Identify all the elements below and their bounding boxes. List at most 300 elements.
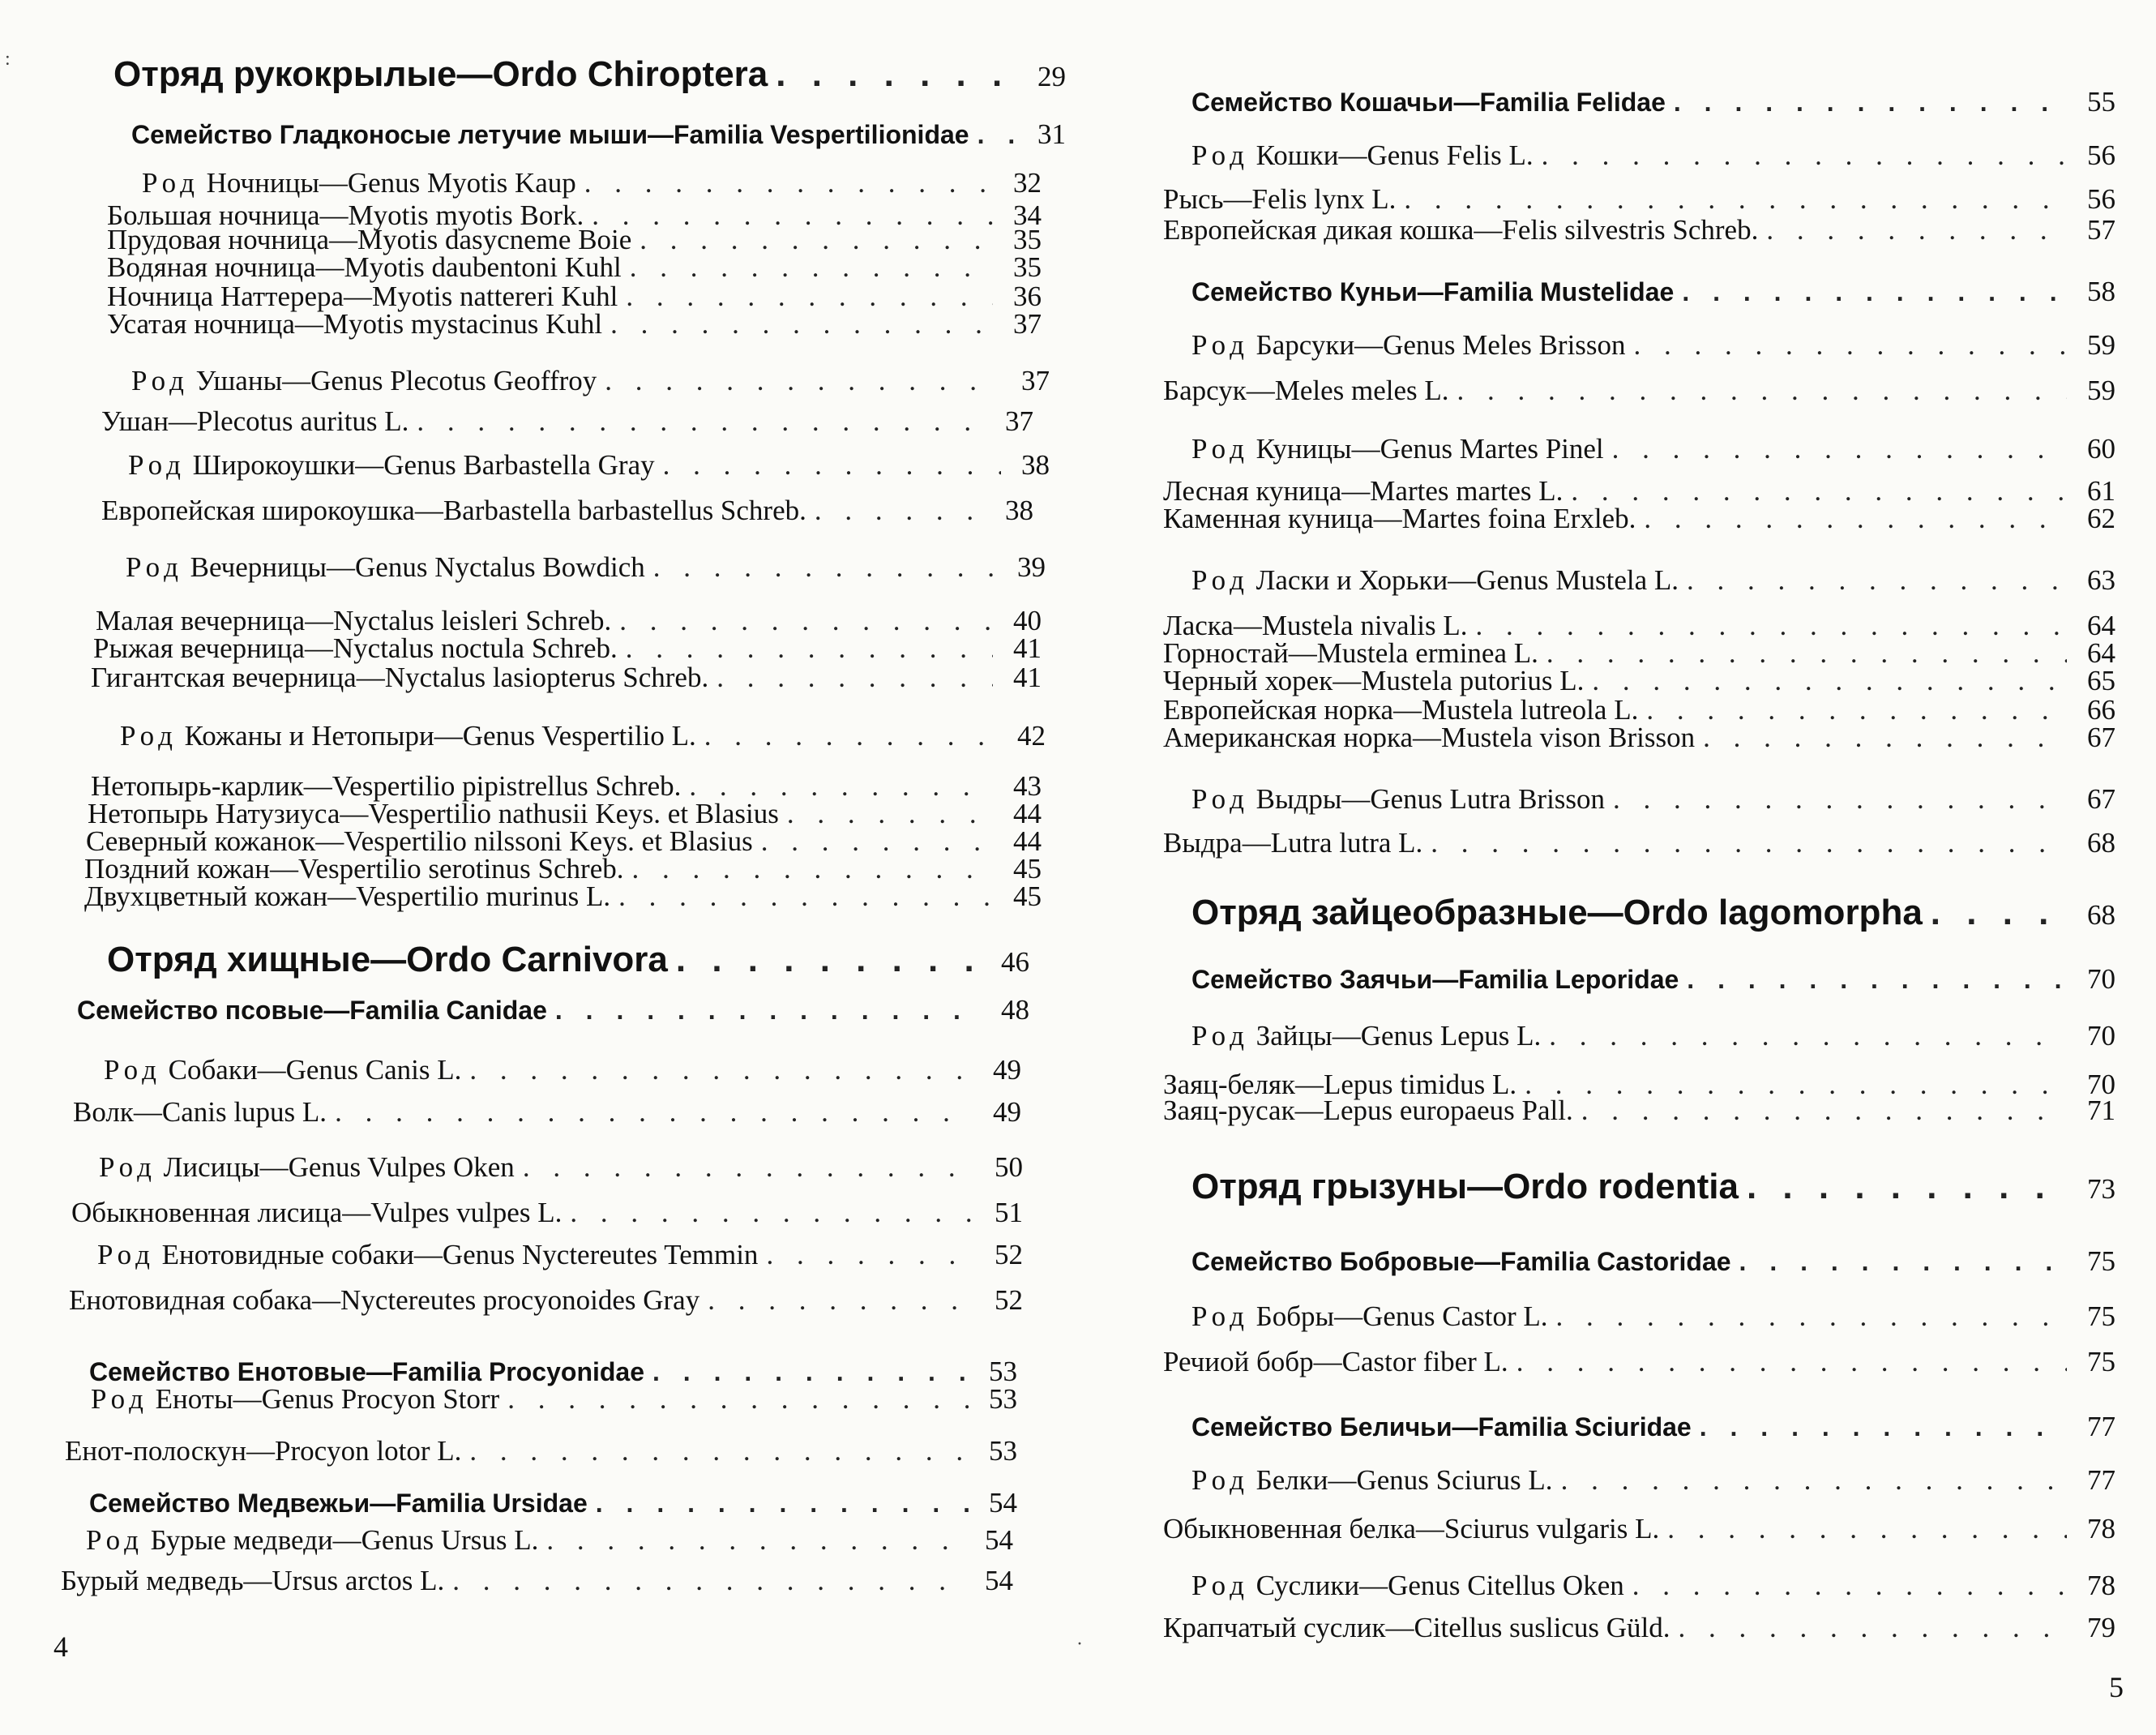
entry-title xyxy=(131,118,969,151)
entry-title xyxy=(1163,1513,1659,1545)
entry-page-number: 65 xyxy=(2087,665,2115,696)
entry-page-number: 48 xyxy=(1001,994,1029,1026)
toc-entry-species[interactable] xyxy=(107,251,1042,284)
dot-leader xyxy=(663,449,1001,482)
dot-leader xyxy=(1549,1020,2067,1052)
entry-page-number: 59 xyxy=(2087,329,2115,361)
toc-entry-genus[interactable] xyxy=(91,1383,1017,1416)
genus-prefix: Род xyxy=(1191,1020,1249,1052)
dot-leader xyxy=(417,405,985,438)
dot-leader xyxy=(610,308,993,341)
toc-entry-family[interactable] xyxy=(1191,276,2115,308)
entry-text: Ушан—Plecotus auritus L. xyxy=(101,405,409,437)
entry-page-number: 35 xyxy=(1013,251,1042,283)
entry-title xyxy=(101,405,409,438)
entry-page-number: 73 xyxy=(2087,1173,2115,1205)
entry-page-number: 78 xyxy=(2087,1513,2115,1544)
entry-text: Малая вечерница—Nyctalus leisleri Schreb. xyxy=(96,605,612,636)
entry-page-number: 53 xyxy=(989,1435,1017,1467)
entry-page-number: 56 xyxy=(2087,139,2115,171)
entry-text: Северный кожанок—Vespertilio nilssoni Keys. et Blasius xyxy=(86,825,753,857)
entry-page-number: 56 xyxy=(2087,183,2115,215)
toc-entry-family[interactable] xyxy=(1191,1245,2115,1278)
entry-page-number: 46 xyxy=(1001,946,1029,978)
entry-text: Семейство Заячьи—Familia Leporidae xyxy=(1191,965,1679,994)
entry-text: Черный хорек—Mustela putorius L. xyxy=(1163,665,1585,696)
dot-leader xyxy=(1678,1612,2067,1644)
entry-text: Лисицы—Genus Vulpes Oken xyxy=(163,1151,515,1183)
entry-text: Выдры—Genus Lutra Brisson xyxy=(1256,783,1606,815)
entry-text: Семейство Енотовые—Familia Procyonidae xyxy=(89,1357,645,1386)
entry-title xyxy=(101,495,806,527)
toc-entry-genus[interactable] xyxy=(142,167,1042,199)
entry-title xyxy=(91,662,708,694)
entry-title xyxy=(97,1239,758,1271)
entry-text: Семейство Кошачьи—Familia Felidae xyxy=(1191,88,1666,117)
toc-entry-genus[interactable] xyxy=(131,365,1050,397)
entry-page-number: 34 xyxy=(1013,199,1042,231)
entry-title xyxy=(1163,503,1636,535)
genus-prefix: Род xyxy=(91,1383,148,1415)
entry-text: Крапчатый суслик—Citellus suslicus Güld. xyxy=(1163,1612,1670,1643)
toc-entry-genus[interactable] xyxy=(1191,139,2115,172)
genus-prefix: Род xyxy=(104,1054,161,1086)
toc-entry-family[interactable] xyxy=(1191,86,2115,118)
entry-page-number: 36 xyxy=(1013,281,1042,312)
entry-title xyxy=(104,1054,461,1086)
entry-text: Европейская дикая кошка—Felis silvestris Schreb. xyxy=(1163,214,1759,246)
genus-prefix: Род xyxy=(1191,329,1249,361)
entry-page-number: 71 xyxy=(2087,1095,2115,1126)
entry-title xyxy=(1191,1411,1692,1443)
toc-entry-species[interactable] xyxy=(1163,827,2115,859)
dot-leader xyxy=(1687,564,2067,597)
entry-page-number: 75 xyxy=(2087,1300,2115,1332)
dot-leader xyxy=(335,1096,973,1129)
entry-page-number: 64 xyxy=(2087,610,2115,641)
entry-page-number: 75 xyxy=(2087,1245,2115,1277)
entry-text: Речиой бобр—Castor fiber L. xyxy=(1163,1346,1508,1377)
entry-page-number: 49 xyxy=(993,1054,1021,1086)
entry-title xyxy=(128,449,655,482)
genus-prefix: Род xyxy=(97,1239,155,1270)
toc-entry-family[interactable] xyxy=(1191,963,2115,996)
entry-page-number: 52 xyxy=(995,1239,1023,1270)
toc-entry-species[interactable] xyxy=(1163,214,2115,246)
entry-text: Кожаны и Нетопыри—Genus Vespertilio L. xyxy=(184,720,696,752)
entry-text: Вечерницы—Genus Nyctalus Bowdich xyxy=(190,551,645,583)
entry-page-number: 44 xyxy=(1013,798,1042,829)
toc-entry-species[interactable] xyxy=(1163,183,2115,216)
toc-entry-genus[interactable] xyxy=(1191,329,2115,362)
genus-prefix: Род xyxy=(142,167,199,199)
entry-title xyxy=(1191,963,1679,996)
toc-entry-species[interactable] xyxy=(91,662,1042,694)
entry-title xyxy=(1191,329,1626,362)
toc-entry-genus[interactable] xyxy=(126,551,1046,584)
entry-page-number: 32 xyxy=(1013,167,1042,199)
entry-text: Заяц-русак—Lepus europaeus Pall. xyxy=(1163,1095,1573,1126)
entry-title xyxy=(69,1284,699,1317)
entry-page-number: 68 xyxy=(2087,827,2115,859)
entry-text: Рыжая вечерница—Nyctalus noctula Schreb. xyxy=(93,632,618,664)
entry-title xyxy=(1191,276,1674,308)
toc-entry-order[interactable] xyxy=(113,54,1066,98)
dot-leader xyxy=(1431,827,2067,859)
dot-leader xyxy=(630,251,993,284)
dot-leader xyxy=(596,1487,969,1519)
right-page xyxy=(1078,0,2156,1735)
entry-text: Барсуки—Genus Meles Brisson xyxy=(1256,329,1626,361)
dot-leader xyxy=(776,54,1017,96)
entry-page-number: 77 xyxy=(2087,1411,2115,1442)
dot-leader xyxy=(618,880,993,913)
genus-prefix: Род xyxy=(86,1524,143,1556)
toc-entry-genus[interactable] xyxy=(86,1524,1013,1557)
toc-entry-species[interactable] xyxy=(101,495,1033,527)
dot-leader xyxy=(1632,1570,2067,1602)
entry-page-number: 57 xyxy=(2087,214,2115,246)
entry-page-number: 43 xyxy=(1013,770,1042,802)
entry-page-number: 51 xyxy=(995,1197,1023,1228)
dot-leader xyxy=(1682,276,2067,308)
entry-text: Водяная ночница—Myotis daubentoni Kuhl xyxy=(107,251,622,283)
entry-page-number: 42 xyxy=(1017,720,1046,752)
toc-entry-species[interactable] xyxy=(84,880,1042,913)
entry-page-number: 53 xyxy=(989,1356,1017,1387)
dot-leader xyxy=(452,1565,965,1597)
toc-entry-order[interactable] xyxy=(1191,892,2115,936)
entry-text: Бурый медведь—Ursus arctos L. xyxy=(61,1565,445,1596)
entry-text: Енотовидные собаки—Genus Nyctereutes Temmin xyxy=(161,1239,759,1270)
dot-leader xyxy=(1556,1300,2067,1333)
toc-entry-species[interactable] xyxy=(61,1565,1013,1597)
entry-title xyxy=(1163,827,1422,859)
dot-leader xyxy=(1931,892,2067,934)
page-number-left: 4 xyxy=(53,1630,68,1663)
toc-entry-species[interactable] xyxy=(73,1096,1021,1129)
entry-title xyxy=(99,1151,515,1184)
scan-speck: : xyxy=(5,49,11,70)
dot-leader xyxy=(1561,1464,2067,1497)
entry-text: Отряд грызуны—Ordo rodentia xyxy=(1191,1167,1739,1206)
entry-page-number: 54 xyxy=(985,1565,1013,1596)
entry-page-number: 29 xyxy=(1037,61,1066,92)
entry-title xyxy=(107,308,602,341)
entry-text: Ласки и Хорьки—Genus Mustela L. xyxy=(1256,564,1679,596)
entry-page-number: 45 xyxy=(1013,853,1042,885)
scan-speck: · xyxy=(1076,1634,1083,1655)
toc-entry-genus[interactable] xyxy=(1191,564,2115,597)
toc-entry-family[interactable] xyxy=(1191,1411,2115,1443)
dot-leader xyxy=(469,1435,969,1467)
entry-text: Семейство Медвежьи—Familia Ursidae xyxy=(89,1489,588,1518)
entry-text: Семейство Беличьи—Familia Sciuridae xyxy=(1191,1412,1692,1442)
entry-text: Волк—Canis lupus L. xyxy=(73,1096,327,1128)
entry-page-number: 70 xyxy=(2087,1069,2115,1100)
entry-text: Ушаны—Genus Plecotus Geoffroy xyxy=(195,365,597,396)
entry-title xyxy=(1191,1245,1731,1278)
dot-leader xyxy=(704,720,997,752)
dot-leader xyxy=(1667,1513,2067,1545)
toc-entry-genus[interactable] xyxy=(1191,1570,2115,1602)
entry-page-number: 70 xyxy=(2087,1020,2115,1052)
entry-title xyxy=(86,1524,538,1557)
toc-entry-genus[interactable] xyxy=(128,449,1050,482)
entry-page-number: 54 xyxy=(985,1524,1013,1556)
toc-entry-genus[interactable] xyxy=(1191,1464,2115,1497)
entry-text: Ласка—Mustela nivalis L. xyxy=(1163,610,1468,641)
entry-text: Широкоушки—Genus Barbastella Gray xyxy=(192,449,655,481)
entry-text: Европейская норка—Mustela lutreola L. xyxy=(1163,694,1639,726)
dot-leader xyxy=(653,551,997,584)
entry-page-number: 63 xyxy=(2087,564,2115,596)
toc-entry-family[interactable] xyxy=(131,118,1066,151)
entry-text: Семейство Гладконосые летучие мыши—Familia Vespertilionidae xyxy=(131,120,969,149)
dot-leader xyxy=(676,939,981,981)
dot-leader xyxy=(570,1197,974,1229)
entry-text: Прудовая ночница—Myotis dasycneme Boie xyxy=(107,224,632,255)
toc-entry-family[interactable] xyxy=(89,1487,1017,1519)
toc-entry-species[interactable] xyxy=(101,405,1033,438)
toc-entry-genus[interactable] xyxy=(1191,1020,2115,1052)
genus-prefix: Род xyxy=(1191,1464,1249,1496)
toc-entry-species[interactable] xyxy=(69,1284,1023,1317)
entry-page-number: 53 xyxy=(989,1383,1017,1415)
entry-text: Барсук—Meles meles L. xyxy=(1163,375,1449,406)
entry-title xyxy=(1191,86,1666,118)
entry-text: Обыкновенная лисица—Vulpes vulpes L. xyxy=(71,1197,563,1228)
toc-entry-species[interactable] xyxy=(65,1435,1017,1467)
entry-title xyxy=(1191,1300,1548,1333)
entry-text: Горностай—Mustela erminea L. xyxy=(1163,637,1538,669)
entry-text: Двухцветный кожан—Vespertilio murinus L. xyxy=(84,880,611,912)
entry-text: Американская норка—Mustela vison Brisson xyxy=(1163,722,1696,753)
entry-title xyxy=(1191,564,1679,597)
entry-page-number: 67 xyxy=(2087,783,2115,815)
entry-page-number: 62 xyxy=(2087,503,2115,534)
entry-title xyxy=(131,365,597,397)
toc-entry-species[interactable] xyxy=(71,1197,1023,1229)
entry-text: Ночница Наттерера—Myotis nattereri Kuhl xyxy=(107,281,618,312)
toc-entry-species[interactable] xyxy=(93,632,1042,665)
genus-prefix: Род xyxy=(1191,433,1249,465)
entry-title xyxy=(142,167,576,199)
entry-page-number: 37 xyxy=(1005,405,1033,437)
entry-title xyxy=(107,939,668,981)
entry-title xyxy=(93,632,618,665)
entry-page-number: 68 xyxy=(2087,899,2115,931)
dot-leader xyxy=(1634,329,2067,362)
toc-entry-genus[interactable] xyxy=(1191,433,2115,465)
entry-title xyxy=(61,1565,444,1597)
entry-title xyxy=(107,251,622,284)
entry-text: Еноты—Genus Procyon Storr xyxy=(155,1383,500,1415)
toc-entry-genus[interactable] xyxy=(104,1054,1021,1086)
entry-text: Отряд хищные—Ordo Carnivora xyxy=(107,940,668,979)
dot-leader xyxy=(1516,1346,2067,1378)
genus-prefix: Род xyxy=(128,449,186,481)
entry-title xyxy=(1191,783,1605,816)
entry-page-number: 52 xyxy=(995,1284,1023,1316)
toc-entry-genus[interactable] xyxy=(99,1151,1023,1184)
genus-prefix: Род xyxy=(1191,1300,1249,1332)
genus-prefix: Род xyxy=(126,551,183,583)
entry-page-number: 67 xyxy=(2087,722,2115,753)
entry-title xyxy=(71,1197,562,1229)
entry-text: Енот-полоскун—Procyon lotor L. xyxy=(65,1435,462,1467)
toc-entry-order[interactable] xyxy=(1191,1166,2115,1210)
toc-entry-species[interactable] xyxy=(107,308,1042,341)
entry-title xyxy=(1191,1020,1541,1052)
dot-leader xyxy=(1644,503,2067,535)
entry-text: Нетопырь Натузиуса—Vespertilio nathusii Keys. et Blasius xyxy=(88,798,779,829)
entry-page-number: 44 xyxy=(1013,825,1042,857)
entry-page-number: 37 xyxy=(1021,365,1050,396)
entry-text: Семейство Куньи—Familia Mustelidae xyxy=(1191,277,1675,306)
entry-title xyxy=(1191,1464,1553,1497)
dot-leader xyxy=(507,1383,969,1416)
entry-text: Заяц-беляк—Lepus timidus L. xyxy=(1163,1069,1517,1100)
entry-text: Суслики—Genus Citellus Oken xyxy=(1256,1570,1624,1601)
entry-text: Обыкновенная белка—Sciurus vulgaris L. xyxy=(1163,1513,1660,1544)
entry-title xyxy=(91,1383,499,1416)
entry-page-number: 79 xyxy=(2087,1612,2115,1643)
toc-entry-species[interactable] xyxy=(1163,1513,2115,1545)
entry-text: Бурые медведи—Genus Ursus L. xyxy=(150,1524,539,1556)
entry-title xyxy=(1191,892,1923,934)
entry-text: Семейство Бобровые—Familia Castoridae xyxy=(1191,1247,1731,1276)
entry-title xyxy=(126,551,645,584)
dot-leader xyxy=(717,662,993,694)
entry-page-number: 40 xyxy=(1013,605,1042,636)
genus-prefix: Род xyxy=(1191,139,1249,171)
entry-text: Гигантская вечерница—Nyctalus lasiopterus Schreb. xyxy=(91,662,709,693)
dot-leader xyxy=(1687,963,2067,996)
page-number-right: 5 xyxy=(2109,1671,2124,1703)
entry-page-number: 35 xyxy=(1013,224,1042,255)
genus-prefix: Род xyxy=(120,720,178,752)
entry-text: Енотовидная собака—Nyctereutes procyonoides Gray xyxy=(69,1284,700,1316)
genus-prefix: Род xyxy=(99,1151,156,1183)
entry-page-number: 41 xyxy=(1013,662,1042,693)
entry-text: Кошки—Genus Felis L. xyxy=(1256,139,1534,171)
dot-leader xyxy=(523,1151,974,1184)
toc-entry-genus[interactable] xyxy=(97,1239,1023,1271)
entry-text: Собаки—Genus Canis L. xyxy=(168,1054,462,1086)
entry-page-number: 77 xyxy=(2087,1464,2115,1496)
genus-prefix: Род xyxy=(1191,783,1249,815)
entry-text: Семейство псовые—Familia Canidae xyxy=(77,996,547,1025)
toc-entry-species[interactable] xyxy=(1163,1346,2115,1378)
entry-title xyxy=(120,720,696,752)
genus-prefix: Род xyxy=(1191,1570,1249,1601)
entry-text: Ночницы—Genus Myotis Kaup xyxy=(206,167,576,199)
toc-entry-species[interactable] xyxy=(1163,375,2115,407)
dot-leader xyxy=(1703,722,2067,754)
dot-leader xyxy=(1592,665,2067,697)
dot-leader xyxy=(1674,86,2067,118)
toc-entry-species[interactable] xyxy=(1163,1095,2115,1127)
entry-title xyxy=(1163,1346,1508,1378)
genus-prefix: Род xyxy=(131,365,189,396)
entry-title xyxy=(1163,1612,1670,1644)
entry-title xyxy=(113,54,768,96)
entry-page-number: 38 xyxy=(1005,495,1033,526)
entry-text: Каменная куница—Martes foina Erxleb. xyxy=(1163,503,1636,534)
toc-entry-species[interactable] xyxy=(1163,665,2115,697)
toc-entry-genus[interactable] xyxy=(120,720,1046,752)
entry-page-number: 59 xyxy=(2087,375,2115,406)
entry-text: Большая ночница—Myotis myotis Bork. xyxy=(107,199,584,231)
entry-title xyxy=(1163,722,1695,754)
toc-entry-family[interactable] xyxy=(77,994,1029,1026)
entry-text: Усатая ночница—Myotis mystacinus Kuhl xyxy=(107,308,603,340)
entry-title xyxy=(1163,665,1584,697)
entry-page-number: 66 xyxy=(2087,694,2115,726)
entry-title xyxy=(1163,183,1396,216)
toc-entry-species[interactable] xyxy=(1163,722,2115,754)
entry-page-number: 54 xyxy=(989,1487,1017,1519)
entry-page-number: 38 xyxy=(1021,449,1050,481)
entry-page-number: 75 xyxy=(2087,1346,2115,1377)
toc-entry-order[interactable] xyxy=(107,939,1029,983)
entry-title xyxy=(1163,1095,1573,1127)
dot-leader xyxy=(708,1284,974,1317)
entry-text: Зайцы—Genus Lepus L. xyxy=(1256,1020,1542,1052)
dot-leader xyxy=(1612,433,2067,465)
entry-text: Выдра—Lutra lutra L. xyxy=(1163,827,1423,859)
dot-leader xyxy=(1581,1095,2067,1127)
entry-title xyxy=(84,880,610,913)
toc-entry-genus[interactable] xyxy=(1191,783,2115,816)
dot-leader xyxy=(1404,183,2067,216)
dot-leader xyxy=(626,632,993,665)
dot-leader xyxy=(584,167,993,199)
entry-text: Куницы—Genus Martes Pinel xyxy=(1256,433,1604,465)
entry-page-number: 45 xyxy=(1013,880,1042,912)
entry-title xyxy=(77,994,547,1026)
dot-leader xyxy=(1542,139,2067,172)
entry-page-number: 49 xyxy=(993,1096,1021,1128)
dot-leader xyxy=(815,495,985,527)
toc-entry-genus[interactable] xyxy=(1191,1300,2115,1333)
dot-leader xyxy=(555,994,981,1026)
toc-entry-species[interactable] xyxy=(1163,503,2115,535)
toc-entry-species[interactable] xyxy=(1163,1612,2115,1644)
entry-page-number: 60 xyxy=(2087,433,2115,465)
entry-title xyxy=(1191,433,1604,465)
dot-leader xyxy=(469,1054,973,1086)
entry-text: Отряд рукокрылые—Ordo Chiroptera xyxy=(113,54,768,94)
dot-leader xyxy=(1457,375,2067,407)
entry-page-number: 64 xyxy=(2087,637,2115,669)
entry-title xyxy=(89,1487,588,1519)
entry-title xyxy=(1163,214,1758,246)
entry-text: Бобры—Genus Castor L. xyxy=(1256,1300,1548,1332)
entry-title xyxy=(1163,375,1449,407)
dot-leader xyxy=(1747,1166,2067,1208)
entry-text: Поздний кожан—Vespertilio serotinus Schreb. xyxy=(84,853,624,885)
dot-leader xyxy=(1613,783,2067,816)
dot-leader xyxy=(1739,1245,2067,1278)
entry-page-number: 55 xyxy=(2087,86,2115,118)
entry-text: Европейская широкоушка—Barbastella barbastellus Schreb. xyxy=(101,495,806,526)
entry-title xyxy=(65,1435,461,1467)
dot-leader xyxy=(766,1239,974,1271)
entry-page-number: 58 xyxy=(2087,276,2115,307)
entry-title xyxy=(73,1096,327,1129)
